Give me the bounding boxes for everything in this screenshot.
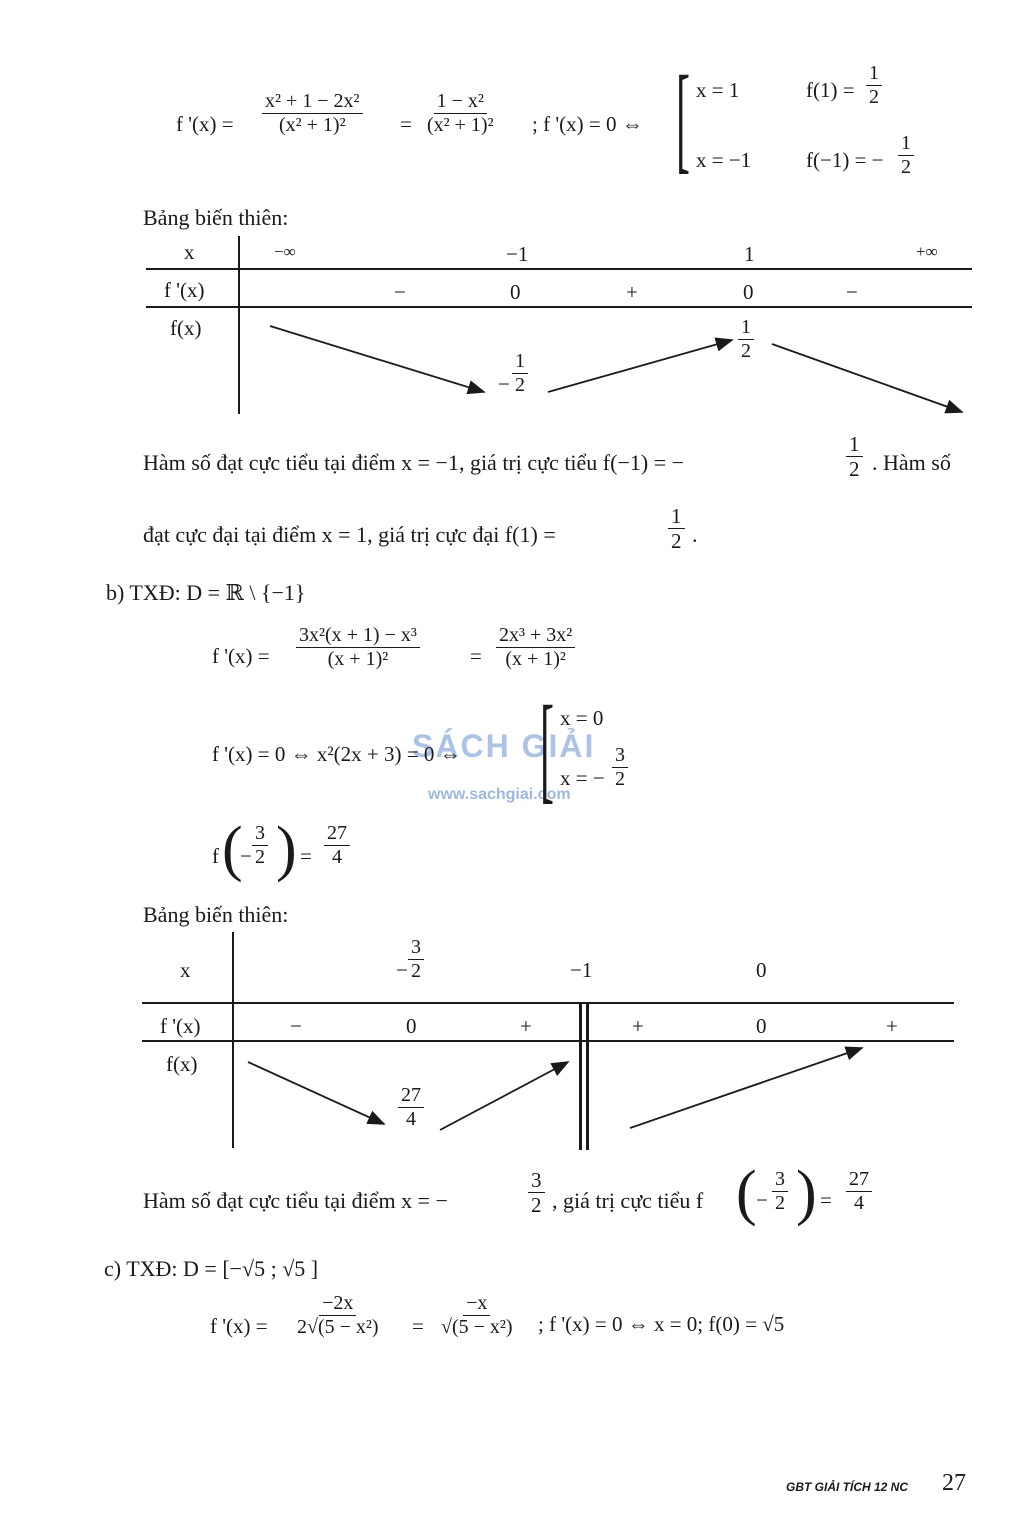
paren-open: (	[222, 815, 243, 883]
fraction: $\frac{1}{2}$	[846, 432, 863, 481]
case-x: x = −1	[696, 148, 752, 172]
fraction: $\frac{27}{4}$	[846, 1168, 872, 1215]
zero-equation: f '(x) = 0 ⇔ x²(2x + 3) = 0 ⇔	[212, 742, 461, 766]
table-title: Bảng biến thiên:	[143, 902, 289, 927]
paren-close: )	[276, 815, 297, 883]
fraction: $\frac{\text{1 − x²}}{\text{(x² + 1)²}}$	[427, 90, 494, 136]
x-label: x	[180, 958, 191, 982]
zero-condition: ; f '(x) = 0 ⇔ x = 0; f(0) = √5	[538, 1312, 785, 1336]
sign: −	[290, 1014, 302, 1038]
book-title: GBT GIẢI TÍCH 12 NC	[786, 1480, 909, 1494]
fprime-label: f '(x)	[164, 278, 205, 302]
zero-condition: ; f '(x) = 0 ⇔	[532, 112, 643, 136]
conclusion-text: Hàm số đạt cực tiểu tại điểm x = −	[143, 1188, 448, 1213]
min-value: $\frac{1}{2}$	[512, 350, 528, 397]
f-label: f(x)	[166, 1052, 198, 1076]
paren-close: )	[796, 1159, 817, 1227]
fprime-label: f '(x) =	[176, 112, 234, 136]
arrow-up	[630, 1048, 862, 1128]
conclusion-text: . Hàm số	[872, 450, 951, 475]
part-c-heading: c) TXĐ: D = [−√5 ; √5 ]	[104, 1256, 319, 1281]
minus: −	[240, 844, 252, 868]
page-number: 27	[942, 1470, 966, 1496]
fprime-label: f '(x) =	[210, 1314, 268, 1338]
bracket: [	[540, 681, 554, 814]
fraction: $\frac{3}{2}$	[252, 822, 268, 869]
minus: −	[396, 958, 408, 982]
fraction: $\frac{1}{2}$	[668, 504, 685, 553]
fraction: $\frac{3}{2}$	[612, 744, 628, 791]
sign: 0	[743, 280, 754, 304]
fraction: $\frac{\text{3x²(x + 1) − x³}}{\text{(x + 1)²}}$	[296, 624, 420, 671]
fprime-label: f '(x) =	[212, 644, 270, 668]
conclusion-text: , giá trị cực tiểu f	[552, 1188, 704, 1213]
fraction: $\frac{-x}{\text{√(5 − x²)}}$	[441, 1292, 513, 1338]
f-symbol: f	[212, 844, 219, 868]
fraction: $\frac{3}{2}$	[772, 1168, 788, 1215]
arrow-down	[248, 1062, 384, 1124]
sign: 0	[406, 1014, 417, 1038]
fraction: $\frac{1}{2}$	[866, 62, 882, 109]
max-value: $\frac{1}{2}$	[738, 316, 754, 363]
watermark-logo: SÁCH GIẢI	[412, 728, 596, 764]
sign: +	[626, 280, 638, 304]
min-value: $\frac{27}{4}$	[398, 1084, 424, 1131]
conclusion-text: Hàm số đạt cực tiểu tại điểm x = −1, giá trị cực tiểu f(−1) = −	[143, 450, 685, 475]
fprime-label: f '(x)	[160, 1014, 201, 1038]
arrow-up	[440, 1062, 568, 1130]
equals: =	[412, 1314, 424, 1338]
case-f: f(−1) = −	[806, 148, 884, 172]
watermark-url: www.sachgiai.com	[428, 786, 571, 803]
fraction: $\frac{1}{2}$	[898, 132, 914, 179]
sign: +	[520, 1014, 532, 1038]
x-value: $\frac{3}{2}$	[408, 936, 424, 983]
fraction: $\frac{\text{x² + 1 − 2x²}}{\text{(x² + 1)²}}$	[262, 90, 363, 137]
bracket: [	[676, 51, 690, 184]
case-x: x = 1	[696, 78, 740, 102]
arrow-down	[772, 344, 962, 412]
conclusion-text: đạt cực đại tại điểm x = 1, giá trị cực đại f(1) =	[143, 522, 556, 547]
sign: +	[886, 1014, 898, 1038]
x-value: −∞	[274, 242, 296, 261]
part-b-heading: b) TXĐ: D = ℝ \ {−1}	[106, 580, 306, 605]
x-value: +∞	[916, 242, 938, 261]
case-f: f(1) =	[806, 78, 855, 102]
min-prefix: −	[498, 372, 510, 396]
f-label: f(x)	[170, 316, 202, 340]
x-value: 1	[744, 242, 755, 266]
equals: =	[400, 112, 412, 136]
equals: =	[820, 1188, 832, 1212]
equals: =	[300, 844, 312, 868]
x-value: −1	[570, 958, 593, 982]
sign: +	[632, 1014, 644, 1038]
fraction: $\frac{27}{4}$	[324, 822, 350, 869]
minus: −	[756, 1188, 768, 1212]
sign: −	[846, 280, 858, 304]
fraction: $\frac{3}{2}$	[528, 1168, 545, 1217]
sign: 0	[510, 280, 521, 304]
sign: −	[394, 280, 406, 304]
x-value: 0	[756, 958, 767, 982]
arrow-up	[548, 340, 732, 392]
conclusion-text: .	[692, 522, 698, 547]
x-label: x	[184, 240, 195, 264]
fraction: $\frac{\text{2x³ + 3x²}}{\text{(x + 1)²}}$	[496, 624, 575, 671]
case: x = −	[560, 766, 605, 790]
case: x = 0	[560, 706, 604, 730]
arrow-down	[270, 326, 484, 392]
x-value: −1	[506, 242, 529, 266]
paren-open: (	[736, 1159, 757, 1227]
table-title: Bảng biến thiên:	[143, 205, 289, 230]
equals: =	[470, 644, 482, 668]
fraction: $\frac{-2x}{\text{2√(5 − x²)}}$	[297, 1292, 379, 1338]
sign: 0	[756, 1014, 767, 1038]
